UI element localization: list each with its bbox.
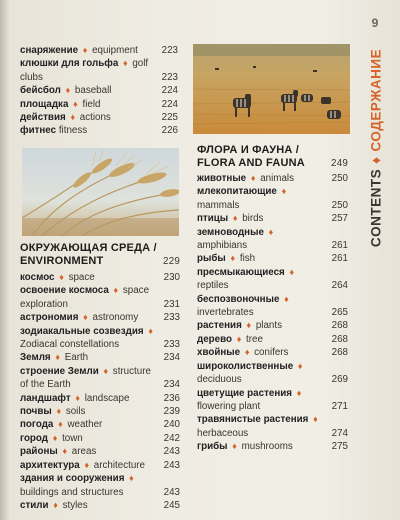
page-ref: 226 [161,125,178,137]
toc-entry[interactable]: почвы ♦ soils 239 [20,406,180,418]
toc-entry[interactable]: космос ♦ space 230 [20,272,180,283]
bullet-icon: ♦ [368,156,384,164]
page-ref: 249 [331,158,348,169]
environment-section [20,242,180,512]
toc-entry[interactable]: беспозвоночные ♦ invertebrates 265 [197,293,348,319]
toc-entry[interactable]: строение Земли ♦ structure of the Earth 234 [20,365,180,391]
left-top-list [20,44,178,138]
page-gutter-shadow [0,0,10,520]
wheat-photo [22,148,179,236]
page-ref: 242 [163,432,180,444]
section-heading-en[interactable]: FLORA AND FAUNA 249 [197,157,348,169]
page-ref: 231 [163,298,180,310]
page-ref: 230 [163,272,180,283]
toc-entry[interactable]: Земля ♦ Earth 234 [20,352,180,364]
page-ref: 269 [331,374,348,386]
toc-entry[interactable]: цветущие растения ♦ flowering plant 271 [197,387,348,412]
page-ref: 243 [163,486,180,498]
toc-entry[interactable]: зодиакальные созвездия ♦ Zodiacal constellations 233 [20,325,180,351]
page-ref: 257 [331,213,348,225]
side-title-ru: СОДЕРЖАНИЕ [368,48,384,152]
section-heading-ru: ФЛОРА И ФАУНА / [197,144,300,156]
toc-entry[interactable]: хвойные ♦ conifers 268 [197,347,348,359]
side-title-en: CONTENTS [368,168,384,248]
toc-entry[interactable]: астрономия ♦ astronomy 233 [20,312,180,324]
page-ref: 229 [163,256,180,267]
page-ref: 274 [331,427,348,439]
page-ref: 268 [331,333,348,345]
page-ref: 261 [331,240,348,252]
page-ref: 223 [161,71,178,83]
toc-entry[interactable]: птицы ♦ birds 257 [197,213,348,225]
toc-entry[interactable]: грибы ♦ mushrooms 275 [197,441,348,453]
toc-entry[interactable]: клюшки для гольфа ♦ golf clubs 223 [20,58,178,83]
page-ref: 250 [331,173,348,184]
toc-entry[interactable]: стили ♦ styles 245 [20,499,180,511]
page-ref: 224 [161,98,178,110]
toc-entry[interactable]: дерево ♦ tree 268 [197,333,348,345]
toc-entry[interactable]: пресмыкающиеся ♦ reptiles 264 [197,266,348,292]
zebra-photo [193,44,350,134]
toc-entry[interactable]: рыбы ♦ fish 261 [197,253,348,265]
page-ref: 271 [331,400,348,412]
page-ref: 243 [163,446,180,458]
page-ref: 239 [163,406,180,418]
page-ref: 265 [331,307,348,319]
page-ref: 240 [163,419,180,431]
toc-entry[interactable]: фитнес fitness 226 [20,125,178,137]
toc-entry[interactable]: млекопитающие ♦ mammals 250 [197,186,348,211]
toc-entry[interactable]: погода ♦ weather 240 [20,419,180,431]
page-ref: 223 [161,45,178,56]
toc-entry[interactable]: бейсбол ♦ baseball 224 [20,85,178,97]
toc-entry[interactable]: освоение космоса ♦ space exploration 231 [20,285,180,310]
section-heading-ru: ОКРУЖАЮЩАЯ СРЕДА / [20,242,157,254]
toc-entry[interactable]: ландшафт ♦ landscape 236 [20,392,180,404]
page-ref: 264 [331,280,348,292]
page-ref: 233 [163,312,180,324]
toc-entry[interactable]: травянистые растения ♦ herbaceous 274 [197,414,348,439]
toc-entry[interactable]: животные ♦ animals 250 [197,173,348,184]
toc-entry[interactable]: архитектура ♦ architecture 243 [20,459,180,471]
page-ref: 250 [331,199,348,211]
toc-entry[interactable]: широколиственные ♦ deciduous 269 [197,360,348,386]
toc-entry[interactable]: снаряжение ♦ equipment 223 [20,45,178,56]
page-ref: 234 [163,379,180,391]
toc-entry[interactable]: растения ♦ plants 268 [197,320,348,332]
page-ref: 275 [331,441,348,453]
section-heading-en[interactable]: ENVIRONMENT 229 [20,255,180,267]
page-ref: 245 [163,499,180,511]
page-ref: 268 [331,320,348,332]
flora-fauna-section [197,144,348,454]
page-ref: 243 [163,459,180,471]
page-ref: 233 [163,339,180,351]
page-ref: 224 [161,85,178,97]
side-section-title [369,49,384,247]
toc-entry[interactable]: земноводные ♦ amphibians 261 [197,226,348,252]
toc-entry[interactable]: здания и сооружения ♦ buildings and structures 243 [20,473,180,498]
page-number: 9 [371,16,379,30]
toc-entry[interactable]: действия ♦ actions 225 [20,112,178,124]
toc-entry[interactable]: город ♦ town 242 [20,432,180,444]
page-ref: 234 [163,352,180,364]
page-ref: 225 [161,112,178,124]
toc-entry[interactable]: районы ♦ areas 243 [20,446,180,458]
toc-entry[interactable]: площадка ♦ field 224 [20,98,178,110]
page-ref: 261 [331,253,348,265]
page-ref: 236 [163,392,180,404]
page-ref: 268 [331,347,348,359]
